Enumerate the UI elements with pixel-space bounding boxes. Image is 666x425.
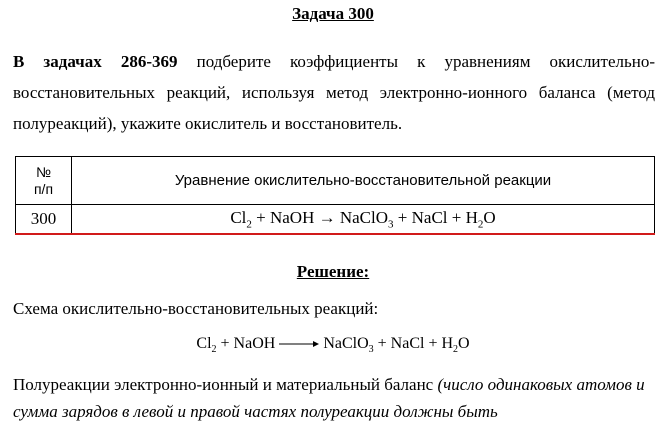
reaction-arrow-icon: → <box>318 207 336 227</box>
scheme-equation <box>0 335 666 355</box>
half-reactions-note: (число одинаковых атомов и сумма зарядов в левой и правой частях полуреакции должны быть <box>13 375 645 421</box>
scheme-label: Схема окислительно-восстановительных реакций: <box>13 299 379 318</box>
scheme-naoh: + NaOH <box>216 335 276 352</box>
problem-text: подберите коэффициенты к уравнениям окислительно-восстановительных реакций, используя метод электронно-ионного баланса (метод полуреакций), укажите окислитель и восстановитель. <box>13 52 655 133</box>
header-number-cell <box>16 157 72 205</box>
row-number-cell: 300 <box>16 205 72 235</box>
row-equation-cell <box>72 205 655 235</box>
scheme-naclo: NaClO <box>323 335 369 352</box>
header-equation-cell: Уравнение окислительно-восстановительной реакции <box>72 157 655 205</box>
scheme-cl-sub: 2 <box>211 344 217 356</box>
half-reactions-paragraph <box>13 371 663 425</box>
eq-nacl: + NaCl + H <box>393 207 478 227</box>
header-number-abbr: п/п <box>33 180 54 197</box>
scheme-naclo-sub: 3 <box>368 344 374 356</box>
problem-statement <box>13 46 655 139</box>
scheme-nacl: + NaCl + H <box>373 335 454 352</box>
header-number-symbol: № <box>35 163 52 180</box>
eq-naclo: NaClO <box>335 207 389 227</box>
problem-title: Задача 300 <box>292 4 374 23</box>
table-header-row <box>16 157 655 205</box>
scheme-cl: Cl <box>196 335 212 352</box>
half-reactions-text: Полуреакции электронно-ионный и материальный баланс <box>13 375 438 394</box>
eq-cl: Cl <box>230 207 247 227</box>
problem-range: В задачах 286-369 <box>13 52 178 71</box>
reaction-table <box>15 156 655 235</box>
scheme-h-sub: 2 <box>453 344 459 356</box>
long-arrow-icon <box>279 339 319 349</box>
eq-naclo-sub: 3 <box>388 218 394 231</box>
eq-o: O <box>483 207 496 227</box>
eq-naoh: + NaOH <box>251 207 319 227</box>
solution-heading: Решение: <box>296 262 370 281</box>
table-row <box>16 205 655 235</box>
scheme-o: O <box>458 335 470 352</box>
eq-cl-sub: 2 <box>246 218 252 231</box>
eq-h-sub: 2 <box>477 218 484 231</box>
